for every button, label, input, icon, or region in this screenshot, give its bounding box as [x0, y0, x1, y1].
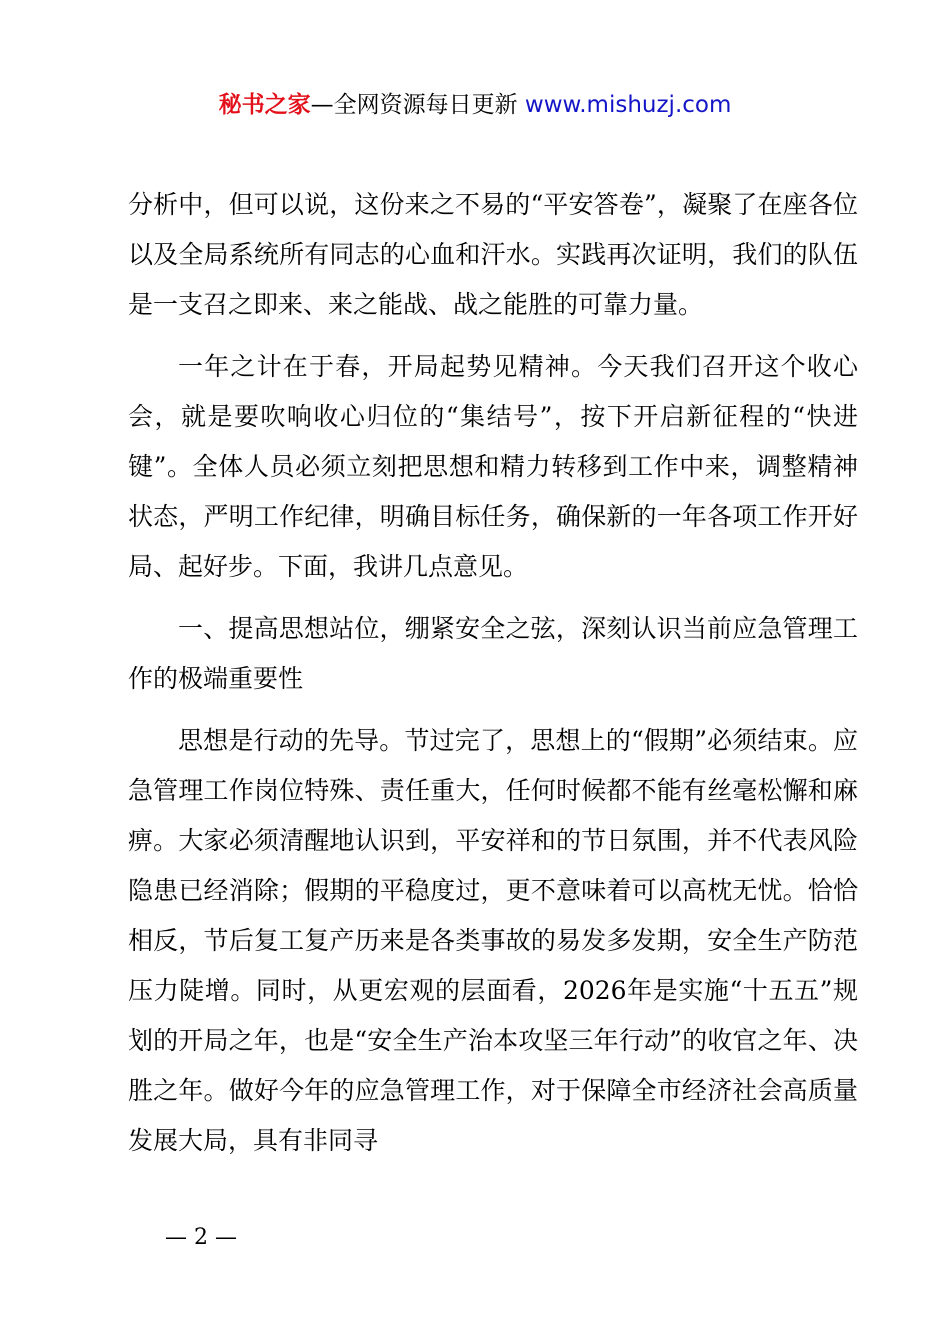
page-number: — 2 — — [165, 1225, 237, 1250]
section-heading: 一、提高思想站位，绷紧安全之弦，深刻认识当前应急管理工作的极端重要性 — [128, 614, 858, 693]
brand-name: 秘书之家 — [218, 92, 311, 118]
document-body — [128, 180, 858, 1166]
header-slogan: —全网资源每日更新 — [310, 92, 525, 118]
paragraph: 一年之计在于春，开局起势见精神。今天我们召开这个收心会，就是要吹响收心归位的“集结号”，按下开启新征程的“快进键”。全体人员必须立刻把思想和精力转移到工作中来，调整精神状态，严明工作纪律，明确目标任务，确保新的一年各项工作开好局、起好步。下面，我讲几点意见。 — [128, 352, 858, 581]
page-header — [0, 88, 950, 122]
website-link[interactable]: www.mishuzj.com — [524, 92, 732, 118]
paragraph: 思想是行动的先导。节过完了，思想上的“假期”必须结束。应急管理工作岗位特殊、责任重大，任何时候都不能有丝毫松懈和麻痹。大家必须清醒地认识到，平安祥和的节日氛围，并不代表风险隐患已经消除；假期的平稳度过，更不意味着可以高枕无忧。恰恰相反，节后复工复产历来是各类事故的易发多发期，安全生产防范压力陡增。同时，从更宏观的层面看，2026年是实施“十五五”规划的开局之年，也是“安全生产治本攻坚三年行动”的收官之年、决胜之年。做好今年的应急管理工作，对于保障全市经济社会高质量发展大局，具有非同寻 — [128, 726, 858, 1155]
paragraph-continued: 分析中，但可以说，这份来之不易的“平安答卷”，凝聚了在座各位以及全局系统所有同志的心血和汗水。实践再次证明，我们的队伍是一支召之即来、来之能战、战之能胜的可靠力量。 — [128, 190, 858, 319]
